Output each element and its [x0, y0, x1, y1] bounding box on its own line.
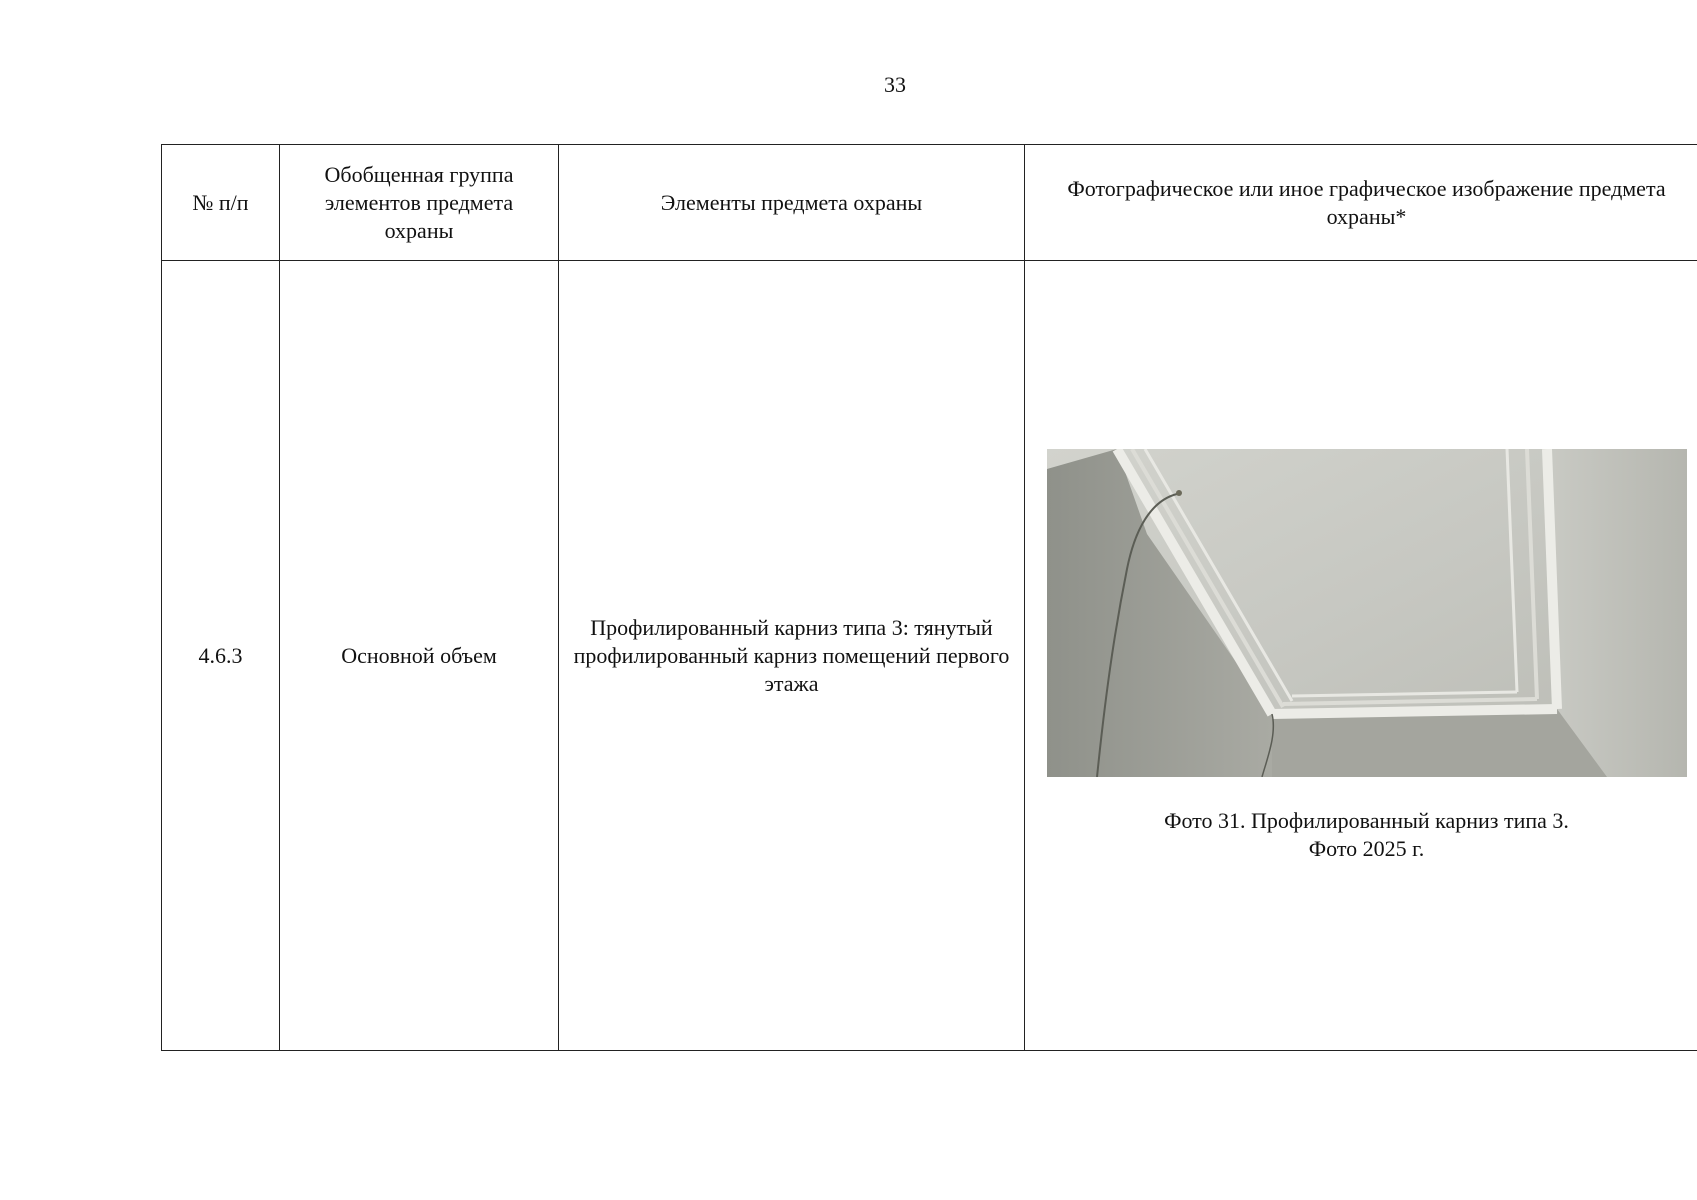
- row-image-cell: [1025, 261, 1697, 1051]
- header-image: Фотографическое или иное графическое изображение предмета охраны*: [1025, 145, 1697, 261]
- row-num: 4.6.3: [162, 261, 280, 1051]
- header-group: Обобщенная группа элементов предмета охраны: [280, 145, 559, 261]
- protection-table: [161, 144, 1697, 1051]
- photo-caption-line-2: Фото 2025 г.: [1308, 835, 1425, 861]
- header-elements: Элементы предмета охраны: [559, 145, 1025, 261]
- table-row: [162, 261, 1697, 1051]
- photo-caption-line-1: Фото 31. Профилированный карниз типа 3.: [1164, 807, 1569, 833]
- table-header-row: [162, 145, 1697, 261]
- row-elements: Профилированный карниз типа 3: тянутый профилированный карниз помещений первого этажа: [559, 261, 1025, 1051]
- cornice-photo: [1047, 449, 1687, 777]
- page-number: 33: [884, 72, 906, 97]
- row-group: Основной объем: [280, 261, 559, 1051]
- photo-block: [1035, 449, 1697, 863]
- header-num: № п/п: [162, 145, 280, 261]
